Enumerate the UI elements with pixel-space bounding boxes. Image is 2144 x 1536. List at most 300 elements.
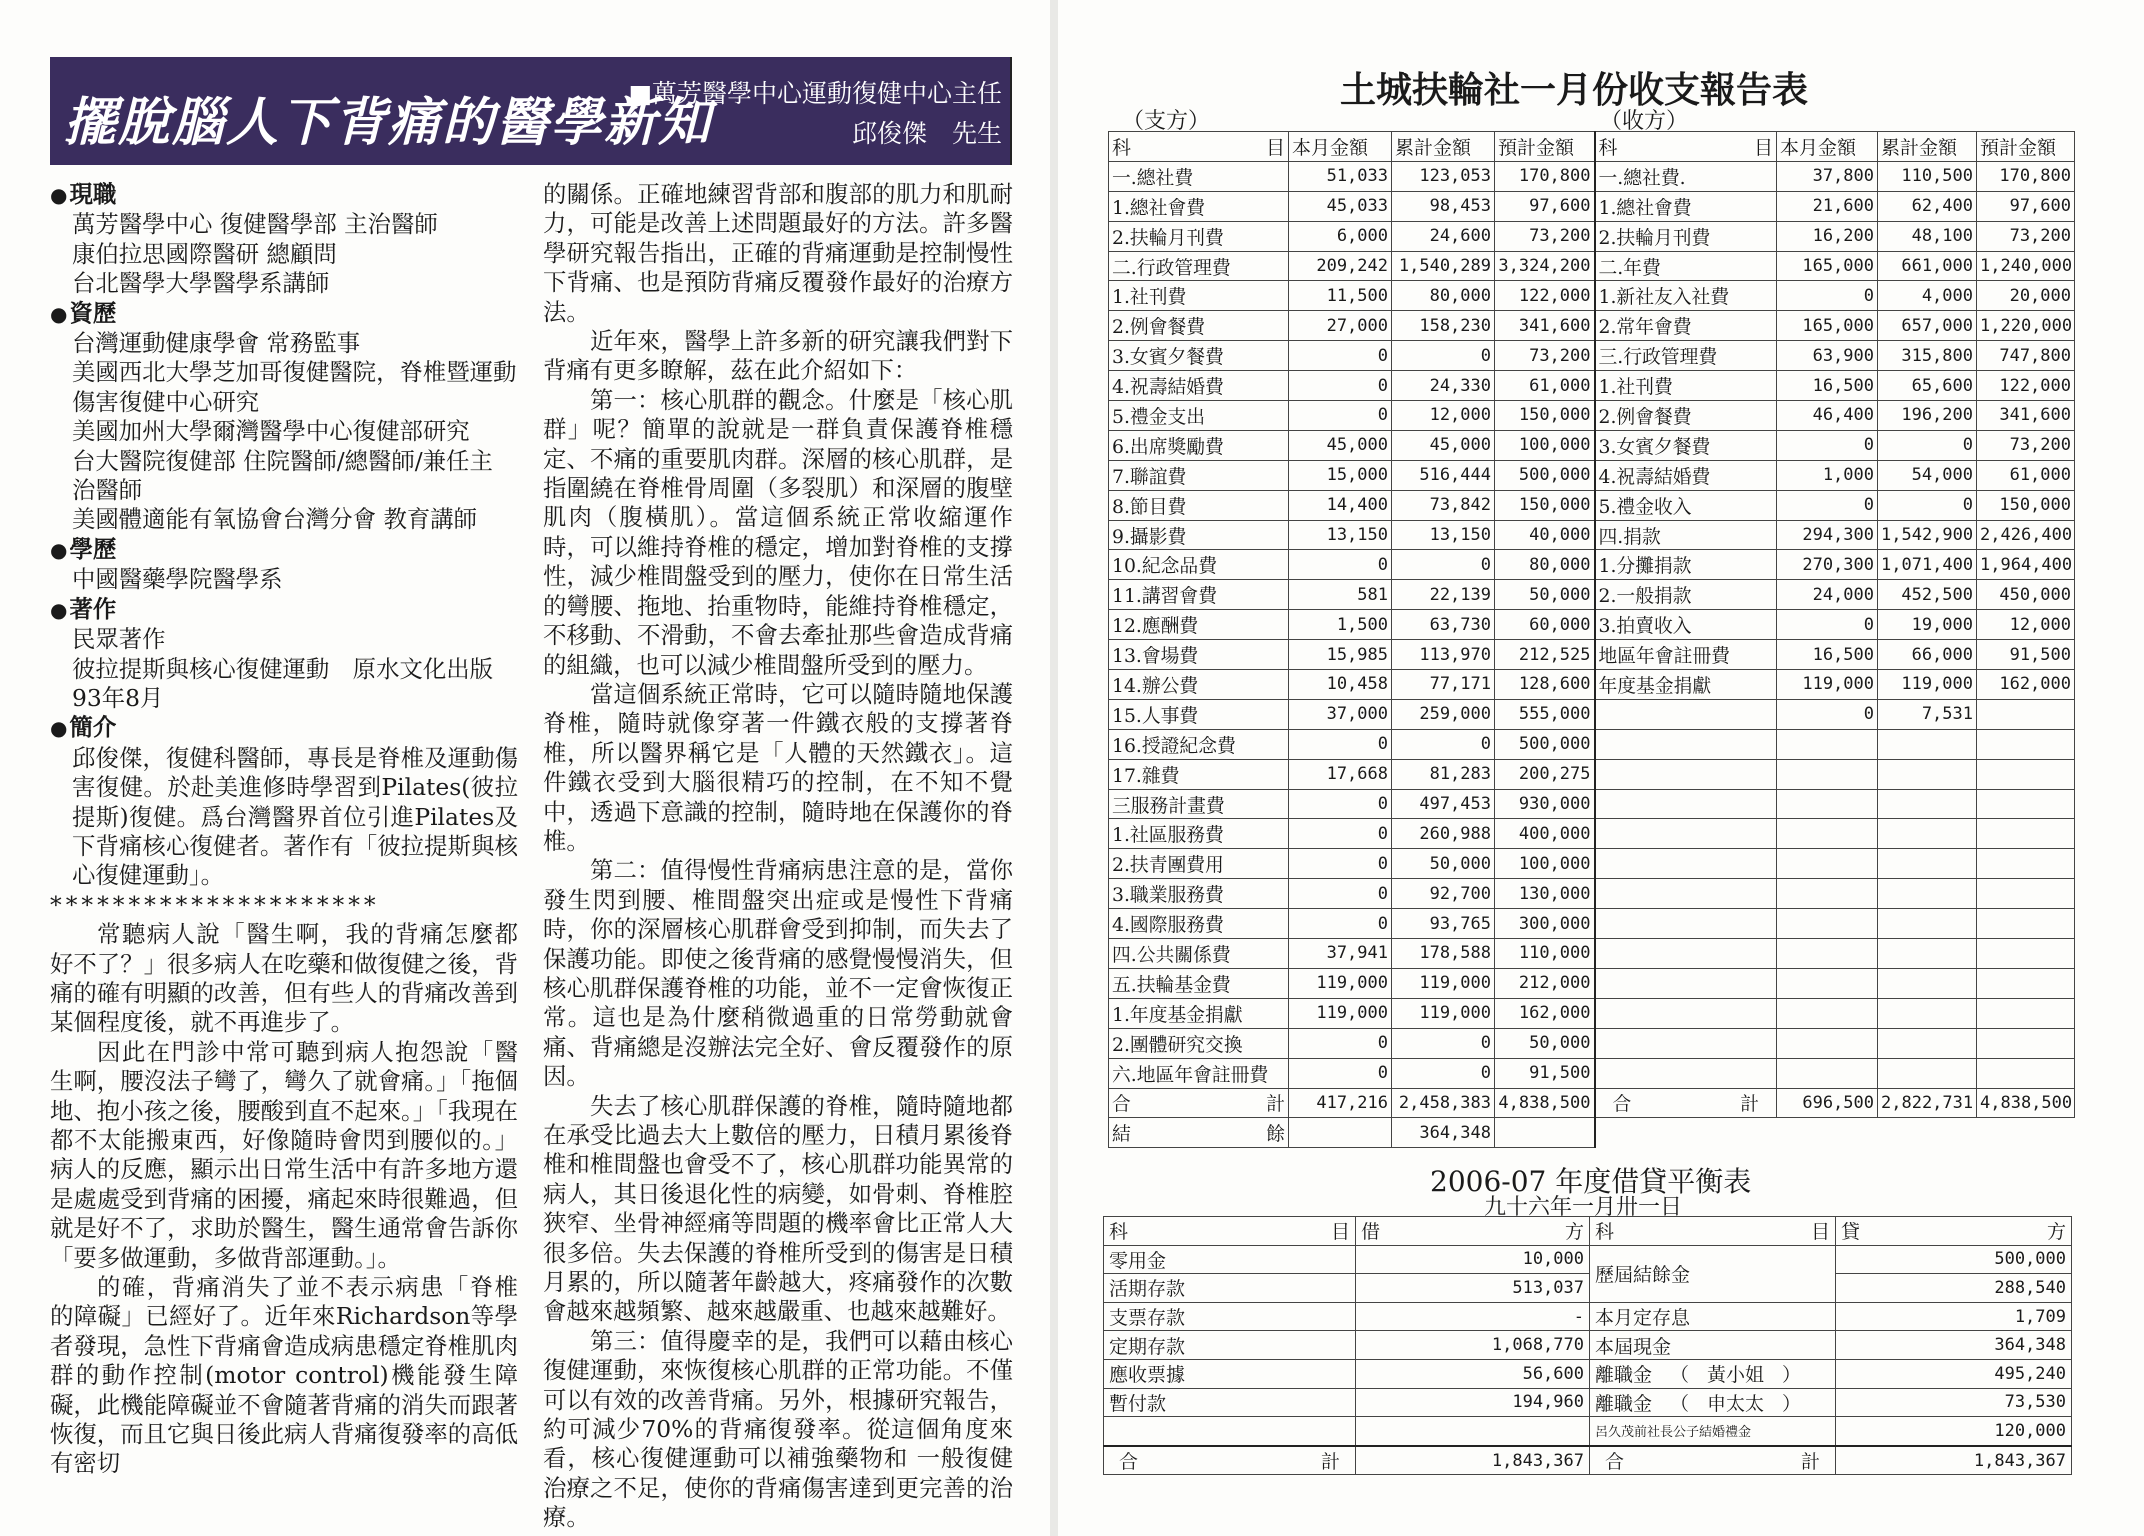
income-amount (1777, 909, 1878, 939)
income-amount: 63,900 (1777, 341, 1878, 371)
income-amount: 452,500 (1878, 580, 1977, 610)
income-amount: 0 (1777, 430, 1878, 460)
expense-amount: 200,275 (1495, 759, 1595, 789)
debit-label: 暫付款 (1104, 1388, 1356, 1417)
income-subject (1595, 1058, 1777, 1088)
expense-subject: 1.社區服務費 (1109, 819, 1289, 849)
balance-sheet-table (1103, 1216, 2072, 1475)
blank-cell (1356, 1417, 1590, 1446)
expense-amount: 100,000 (1495, 849, 1595, 879)
income-amount: 196,200 (1878, 401, 1977, 431)
experience-line: 美國加州大學爾灣醫學中心復健部研究 (72, 417, 470, 446)
income-amount (1777, 759, 1878, 789)
expense-subject: 五.扶輪基金費 (1109, 968, 1289, 998)
income-subject: 1.社刊費 (1595, 371, 1777, 401)
expense-subject: 9.攝影費 (1109, 520, 1289, 550)
expense-amount: 1,500 (1289, 610, 1392, 640)
debit-label: 零用金 (1104, 1245, 1356, 1274)
table-row (1104, 1274, 2072, 1303)
expense-subject: 15.人事費 (1109, 699, 1289, 729)
income-subject: 3.拍賣收入 (1595, 610, 1777, 640)
expense-subject: 17.雜費 (1109, 759, 1289, 789)
expense-amount: 14,400 (1289, 490, 1392, 520)
expense-amount: 300,000 (1495, 909, 1595, 939)
expense-subject: 10.紀念品費 (1109, 550, 1289, 580)
blank-cell (1777, 1118, 1878, 1148)
expense-amount: 17,668 (1289, 759, 1392, 789)
income-subject (1595, 789, 1777, 819)
income-amount (1777, 1058, 1878, 1088)
section-heading-intro: ●簡介 (50, 713, 117, 742)
income-subject: 5.禮金收入 (1595, 490, 1777, 520)
article-paragraph: 第一：核心肌群的觀念。什麼是「核心肌群」呢？簡單的說就是一群負責保護脊椎穩定、不痛的重要肌肉群。深層的核心肌群，是指圍繞在脊椎骨周圍（多裂肌）和深層的腹壁肌肉（腹橫肌）。當這個系統正常收縮運作時，可以維持脊椎的穩定，增加對脊椎的支撐性，減少椎間盤受到的壓力，使你在日常生活的彎腰、拖地、抬重物時，能維持脊椎穩定，不移動、不滑動，不會去牽扯那些會造成背痛的組織，也可以減少椎間盤所受到的壓力。 (543, 385, 1013, 679)
expense-amount: 341,600 (1495, 311, 1595, 341)
current-line: 康伯拉思國際醫研 總顧問 (72, 239, 337, 268)
expense-amount: 497,453 (1392, 789, 1495, 819)
table-row (1109, 729, 2075, 759)
expense-amount: 92,700 (1392, 879, 1495, 909)
expense-amount: 80,000 (1495, 550, 1595, 580)
expense-amount: 37,941 (1289, 939, 1392, 969)
table-row (1109, 401, 2075, 431)
income-subject: 3.女賓夕餐費 (1595, 430, 1777, 460)
total-cell: 2,458,383 (1392, 1088, 1495, 1118)
expense-amount: 63,730 (1392, 610, 1495, 640)
expense-amount: 119,000 (1392, 998, 1495, 1028)
debit-value: - (1356, 1302, 1590, 1331)
table-row (1109, 221, 2075, 251)
credit-label: 離職金 （ 黃小姐 ） (1590, 1359, 1836, 1388)
expense-subject: 12.應酬費 (1109, 610, 1289, 640)
works-line: 93年8月 (72, 683, 164, 712)
expense-amount: 6,000 (1289, 221, 1392, 251)
works-line: 民眾著作 (72, 625, 166, 654)
debit-value: 194,960 (1356, 1388, 1590, 1417)
table-row (1109, 819, 2075, 849)
balance-value: 364,348 (1392, 1118, 1495, 1148)
income-subject: 一.總社費. (1595, 161, 1777, 191)
bullet-icon: ● (50, 183, 68, 207)
expense-amount: 130,000 (1495, 879, 1595, 909)
header-cumulative: 累計金額 (1392, 132, 1495, 162)
table-row (1109, 371, 2075, 401)
table-row (1109, 430, 2075, 460)
experience-line: 美國西北大學芝加哥復健醫院，脊椎暨運動 (72, 358, 517, 387)
balance-sheet-title: 2006-07 年度借貸平衡表 (1430, 1165, 1752, 1198)
expense-amount: 60,000 (1495, 610, 1595, 640)
expense-amount: 45,000 (1289, 430, 1392, 460)
total-label: 合 計 (1590, 1446, 1836, 1475)
income-amount (1878, 879, 1977, 909)
table-row (1109, 311, 2075, 341)
expense-amount: 11,500 (1289, 281, 1392, 311)
expense-amount: 0 (1289, 401, 1392, 431)
credit-value: 500,000 (1836, 1245, 2072, 1274)
income-subject: 二.年費 (1595, 251, 1777, 281)
income-amount: 0 (1777, 610, 1878, 640)
expense-amount: 158,230 (1392, 311, 1495, 341)
income-amount: 37,800 (1777, 161, 1878, 191)
table-row (1109, 939, 2075, 969)
income-amount (1777, 939, 1878, 969)
expense-amount: 259,000 (1392, 699, 1495, 729)
table-row (1104, 1359, 2072, 1388)
expense-subject: 7.聯誼費 (1109, 460, 1289, 490)
bullet-icon: ● (50, 537, 68, 562)
expense-amount: 50,000 (1495, 580, 1595, 610)
income-subject (1595, 998, 1777, 1028)
credit-value: 73,530 (1836, 1388, 2072, 1417)
income-amount (1878, 1028, 1977, 1058)
table-row (1104, 1302, 2072, 1331)
income-amount (1977, 759, 2075, 789)
expense-amount: 45,000 (1392, 430, 1495, 460)
expense-subject: 1.總社會費 (1109, 191, 1289, 221)
expense-amount: 0 (1289, 1058, 1392, 1088)
expense-amount: 581 (1289, 580, 1392, 610)
income-amount (1878, 909, 1977, 939)
balance-cell (1495, 1118, 1595, 1148)
author-name: 邱俊傑 先生 (851, 119, 1002, 148)
intro-text: 邱俊傑，復健科醫師，專長是脊椎及運動傷害復健。於赴美進修時學習到Pilates(彼拉提斯)復健。爲台灣醫界首位引進Pilates及下背痛核心復健者。著作有「彼拉提斯與核心復健運動」。 (72, 743, 518, 890)
debit-label: 支票存款 (1104, 1302, 1356, 1331)
balance-row (1109, 1118, 2075, 1148)
income-amount: 162,000 (1977, 670, 2075, 700)
expense-amount: 119,000 (1289, 998, 1392, 1028)
table-row (1109, 251, 2075, 281)
income-expense-table (1108, 131, 2075, 1148)
income-amount: 2,426,400 (1977, 520, 2075, 550)
expense-amount: 260,988 (1392, 819, 1495, 849)
credit-value: 495,240 (1836, 1359, 2072, 1388)
income-subject (1595, 939, 1777, 969)
bullet-icon: ● (50, 716, 68, 741)
balance-label: 結 餘 (1109, 1118, 1289, 1148)
total-debit: 1,843,367 (1356, 1446, 1590, 1475)
table-row (1109, 550, 2075, 580)
income-subject: 4.祝壽結婚費 (1595, 460, 1777, 490)
bullet-icon: ● (50, 597, 68, 622)
blank-cell (1977, 1118, 2075, 1148)
expense-amount: 3,324,200 (1495, 251, 1595, 281)
income-amount (1977, 879, 2075, 909)
expense-subject: 2.例會餐費 (1109, 311, 1289, 341)
income-amount (1878, 968, 1977, 998)
table-row (1109, 490, 2075, 520)
article-left-column (50, 180, 518, 1479)
income-subject (1595, 819, 1777, 849)
table-header (1109, 132, 2075, 162)
total-cell: 417,216 (1289, 1088, 1392, 1118)
section-heading-experience: ●資歷 (50, 298, 117, 327)
expense-amount: 178,588 (1392, 939, 1495, 969)
expense-subject: 4.國際服務費 (1109, 909, 1289, 939)
table-row (1109, 580, 2075, 610)
blank-cell (1878, 1118, 1977, 1148)
total-cell: 4,838,500 (1977, 1088, 2075, 1118)
expense-amount: 61,000 (1495, 371, 1595, 401)
income-amount (1777, 879, 1878, 909)
income-amount: 1,542,900 (1878, 520, 1977, 550)
income-amount (1777, 968, 1878, 998)
table-row (1109, 879, 2075, 909)
credit-value: 288,540 (1836, 1274, 2072, 1303)
income-amount: 16,200 (1777, 221, 1878, 251)
expense-amount: 100,000 (1495, 430, 1595, 460)
income-amount: 1,220,000 (1977, 311, 2075, 341)
expense-amount: 37,000 (1289, 699, 1392, 729)
experience-line: 美國體適能有氧協會台灣分會 教育講師 (72, 505, 478, 534)
income-subject: 三.行政管理費 (1595, 341, 1777, 371)
debit-label: 活期存款 (1104, 1274, 1356, 1303)
income-amount: 16,500 (1777, 640, 1878, 670)
income-amount: 450,000 (1977, 580, 2075, 610)
page-fold (1050, 0, 1058, 1536)
income-subject (1595, 759, 1777, 789)
expense-amount: 91,500 (1495, 1058, 1595, 1088)
table-row (1109, 281, 2075, 311)
expense-amount: 0 (1392, 550, 1495, 580)
total-cell: 2,822,731 (1878, 1088, 1977, 1118)
income-amount: 657,000 (1878, 311, 1977, 341)
table-row (1109, 849, 2075, 879)
expense-subject: 2.扶青團費用 (1109, 849, 1289, 879)
expense-amount: 123,053 (1392, 161, 1495, 191)
income-amount: 12,000 (1977, 610, 2075, 640)
income-subject (1595, 1028, 1777, 1058)
table-row (1109, 759, 2075, 789)
income-subject: 1.分攤捐款 (1595, 550, 1777, 580)
debit-value: 1,068,770 (1356, 1331, 1590, 1360)
experience-line: 台灣運動健康學會 常務監事 (72, 329, 361, 358)
income-amount (1878, 1058, 1977, 1088)
table-row (1109, 191, 2075, 221)
table-row (1109, 909, 2075, 939)
expense-amount: 555,000 (1495, 699, 1595, 729)
experience-line: 傷害復健中心研究 (72, 387, 260, 416)
table-row (1109, 640, 2075, 670)
income-amount: 1,000 (1777, 460, 1878, 490)
table-row (1109, 460, 2075, 490)
income-amount (1977, 729, 2075, 759)
current-line: 台北醫學大學醫學系講師 (72, 269, 330, 298)
section-heading-works: ●著作 (50, 594, 117, 623)
expense-amount: 212,000 (1495, 968, 1595, 998)
debit-label: 定期存款 (1104, 1331, 1356, 1360)
expense-amount: 500,000 (1495, 460, 1595, 490)
expense-amount: 516,444 (1392, 460, 1495, 490)
table-row (1104, 1245, 2072, 1274)
income-amount: 73,200 (1977, 430, 2075, 460)
income-amount: 165,000 (1777, 311, 1878, 341)
header-subject: 科 目 (1595, 132, 1777, 162)
table-row (1109, 670, 2075, 700)
expense-amount: 122,000 (1495, 281, 1595, 311)
income-amount: 66,000 (1878, 640, 1977, 670)
income-amount: 91,500 (1977, 640, 2075, 670)
expense-amount: 50,000 (1392, 849, 1495, 879)
income-amount (1777, 729, 1878, 759)
income-amount: 110,500 (1878, 161, 1977, 191)
expense-subject: 3.職業服務費 (1109, 879, 1289, 909)
expense-amount: 40,000 (1495, 520, 1595, 550)
expense-amount: 0 (1392, 1058, 1495, 1088)
income-amount: 0 (1777, 699, 1878, 729)
income-amount: 97,600 (1977, 191, 2075, 221)
expense-subject: 13.會場費 (1109, 640, 1289, 670)
current-line: 萬芳醫學中心 復健醫學部 主治醫師 (72, 210, 438, 239)
income-amount: 661,000 (1878, 251, 1977, 281)
expense-amount: 81,283 (1392, 759, 1495, 789)
credit-label: 離職金 （ 申太太 ） (1590, 1388, 1836, 1417)
income-subject (1595, 849, 1777, 879)
income-amount (1977, 849, 2075, 879)
balance-cell (1289, 1118, 1392, 1148)
expense-subject: 4.祝壽結婚費 (1109, 371, 1289, 401)
expense-amount: 212,525 (1495, 640, 1595, 670)
article-paragraph: 的關係。正確地練習背部和腹部的肌力和肌耐力，可能是改善上述問題最好的方法。許多醫學研究報告指出，正確的背痛運動是控制慢性下背痛、也是預防背痛反覆發作最好的治療方法。 (543, 180, 1013, 326)
income-amount: 119,000 (1777, 670, 1878, 700)
expense-subject: 14.辦公費 (1109, 670, 1289, 700)
income-amount (1878, 729, 1977, 759)
header-credit: 貸 方 (1836, 1217, 2072, 1246)
income-amount: 294,300 (1777, 520, 1878, 550)
table-row (1109, 341, 2075, 371)
income-amount: 54,000 (1878, 460, 1977, 490)
expense-amount: 77,171 (1392, 670, 1495, 700)
expense-amount: 24,600 (1392, 221, 1495, 251)
income-subject: 地區年會註冊費 (1595, 640, 1777, 670)
header-month: 本月金額 (1777, 132, 1878, 162)
expense-amount: 0 (1289, 1028, 1392, 1058)
credit-label: 歷屆結餘金 (1590, 1245, 1836, 1302)
table-row (1109, 968, 2075, 998)
header-budget: 預計金額 (1495, 132, 1595, 162)
expense-amount: 119,000 (1289, 968, 1392, 998)
income-amount (1777, 1028, 1878, 1058)
author-affiliation: ■萬芳醫學中心運動復健中心主任 (628, 79, 1002, 108)
total-cell: 4,838,500 (1495, 1088, 1595, 1118)
income-amount: 61,000 (1977, 460, 2075, 490)
debit-value: 56,600 (1356, 1359, 1590, 1388)
article-paragraph: 第二：值得慢性背痛病患注意的是，當你發生閃到腰、椎間盤突出症或是慢性下背痛時，你的深層核心肌群會受到抑制，而失去了保護功能。即使之後背痛的感覺慢慢消失，但核心肌群保護脊椎的功能，並不一定會恢復正常。這也是為什麼稍微過重的日常勞動就會痛、背痛總是沒辦法完全好、會反覆發作的原因。 (543, 856, 1013, 1091)
expense-amount: 150,000 (1495, 401, 1595, 431)
income-amount (1977, 1058, 2075, 1088)
income-amount: 170,800 (1977, 161, 2075, 191)
expense-amount: 73,842 (1392, 490, 1495, 520)
income-amount (1777, 789, 1878, 819)
expense-amount: 98,453 (1392, 191, 1495, 221)
income-amount: 0 (1878, 430, 1977, 460)
expense-subject: 5.禮金支出 (1109, 401, 1289, 431)
income-amount (1878, 759, 1977, 789)
total-cell: 696,500 (1777, 1088, 1878, 1118)
expense-amount: 1,540,289 (1392, 251, 1495, 281)
header-subject: 科 目 (1104, 1217, 1356, 1246)
article-paragraph: 常聽病人說「醫生啊，我的背痛怎麼都好不了？」很多病人在吃藥和做復健之後，背痛的確有明顯的改善，但有些人的背痛改善到某個程度後，就不再進步了。 (50, 920, 518, 1037)
income-subject: 2.常年會費 (1595, 311, 1777, 341)
expense-amount: 10,458 (1289, 670, 1392, 700)
expense-amount: 128,600 (1495, 670, 1595, 700)
income-subject (1595, 968, 1777, 998)
income-amount: 315,800 (1878, 341, 1977, 371)
table-row (1109, 1028, 2075, 1058)
expense-subject: 8.節目費 (1109, 490, 1289, 520)
expense-amount: 0 (1289, 849, 1392, 879)
income-amount (1777, 849, 1878, 879)
expense-amount: 500,000 (1495, 729, 1595, 759)
expense-subject: 四.公共關係費 (1109, 939, 1289, 969)
table-row (1109, 998, 2075, 1028)
income-amount: 19,000 (1878, 610, 1977, 640)
debit-value: 10,000 (1356, 1245, 1590, 1274)
income-amount: 4,000 (1878, 281, 1977, 311)
report-title: 土城扶輪社一月份收支報告表 (1340, 70, 1809, 111)
expense-amount: 50,000 (1495, 1028, 1595, 1058)
income-amount (1977, 968, 2075, 998)
expense-amount: 0 (1289, 789, 1392, 819)
income-amount: 747,800 (1977, 341, 2075, 371)
income-amount: 165,000 (1777, 251, 1878, 281)
income-amount (1878, 939, 1977, 969)
expense-amount: 0 (1392, 341, 1495, 371)
expense-amount: 0 (1289, 550, 1392, 580)
income-subject: 2.例會餐費 (1595, 401, 1777, 431)
article-paragraph: 近年來，醫學上許多新的研究讓我們對下背痛有更多瞭解，茲在此介紹如下： (543, 327, 1013, 385)
expense-amount: 0 (1289, 729, 1392, 759)
total-label: 合 計 (1104, 1446, 1356, 1475)
blank-cell (1595, 1118, 1777, 1148)
income-amount: 0 (1777, 490, 1878, 520)
income-subject: 2.扶輪月刊費 (1595, 221, 1777, 251)
table-row (1104, 1331, 2072, 1360)
income-amount (1977, 939, 2075, 969)
expense-amount: 24,330 (1392, 371, 1495, 401)
expense-subject: 1.社刊費 (1109, 281, 1289, 311)
income-amount: 16,500 (1777, 371, 1878, 401)
income-amount: 7,531 (1878, 699, 1977, 729)
blank-cell (1104, 1417, 1356, 1446)
article-author (622, 74, 1002, 154)
article-title: 擺脫腦人下背痛的醫學新知 (64, 92, 713, 153)
article-paragraph: 第三：值得慶幸的是，我們可以藉由核心復健運動，來恢復核心肌群的正常功能。不僅可以有效的改善背痛。另外，根據研究報告，約可減少70%的背痛復發率。從這個角度來看，核心復健運動可以補強藥物和 一般復健治療之不足，使你的背痛傷害達到更完善的治療。 (543, 1326, 1013, 1532)
income-subject: 四.捐款 (1595, 520, 1777, 550)
works-line: 彼拉提斯與核心復健運動 原水文化出版 (72, 654, 494, 683)
expense-subject: 二.行政管理費 (1109, 251, 1289, 281)
article-paragraph: 的確，背痛消失了並不表示病患「脊椎的障礙」已經好了。近年來Richardson等學者發現，急性下背痛會造成病患穩定脊椎肌肉群的動作控制(motor control)機能發生障礙，此機能障礙並不會隨著背痛的消失而跟著恢復，而且它與日後此病人背痛復發率的高低有密切 (50, 1273, 518, 1478)
income-subject (1595, 699, 1777, 729)
income-amount: 48,100 (1878, 221, 1977, 251)
header-budget: 預計金額 (1977, 132, 2075, 162)
header-debit: 借 方 (1356, 1217, 1590, 1246)
expense-amount: 93,765 (1392, 909, 1495, 939)
income-amount: 270,300 (1777, 550, 1878, 580)
expense-amount: 930,000 (1495, 789, 1595, 819)
balance-header (1104, 1217, 2072, 1246)
debit-value: 513,037 (1356, 1274, 1590, 1303)
header-cumulative: 累計金額 (1878, 132, 1977, 162)
credit-value: 364,348 (1836, 1331, 2072, 1360)
balance-sheet-date: 九十六年一月卅一日 (1484, 1195, 1683, 1220)
expense-amount: 150,000 (1495, 490, 1595, 520)
expense-amount: 73,200 (1495, 341, 1595, 371)
article-right-column (543, 180, 1013, 1533)
expense-subject: 11.講習會費 (1109, 580, 1289, 610)
income-amount: 46,400 (1777, 401, 1878, 431)
expense-amount: 12,000 (1392, 401, 1495, 431)
table-body (1109, 161, 2075, 1088)
expense-amount: 97,600 (1495, 191, 1595, 221)
